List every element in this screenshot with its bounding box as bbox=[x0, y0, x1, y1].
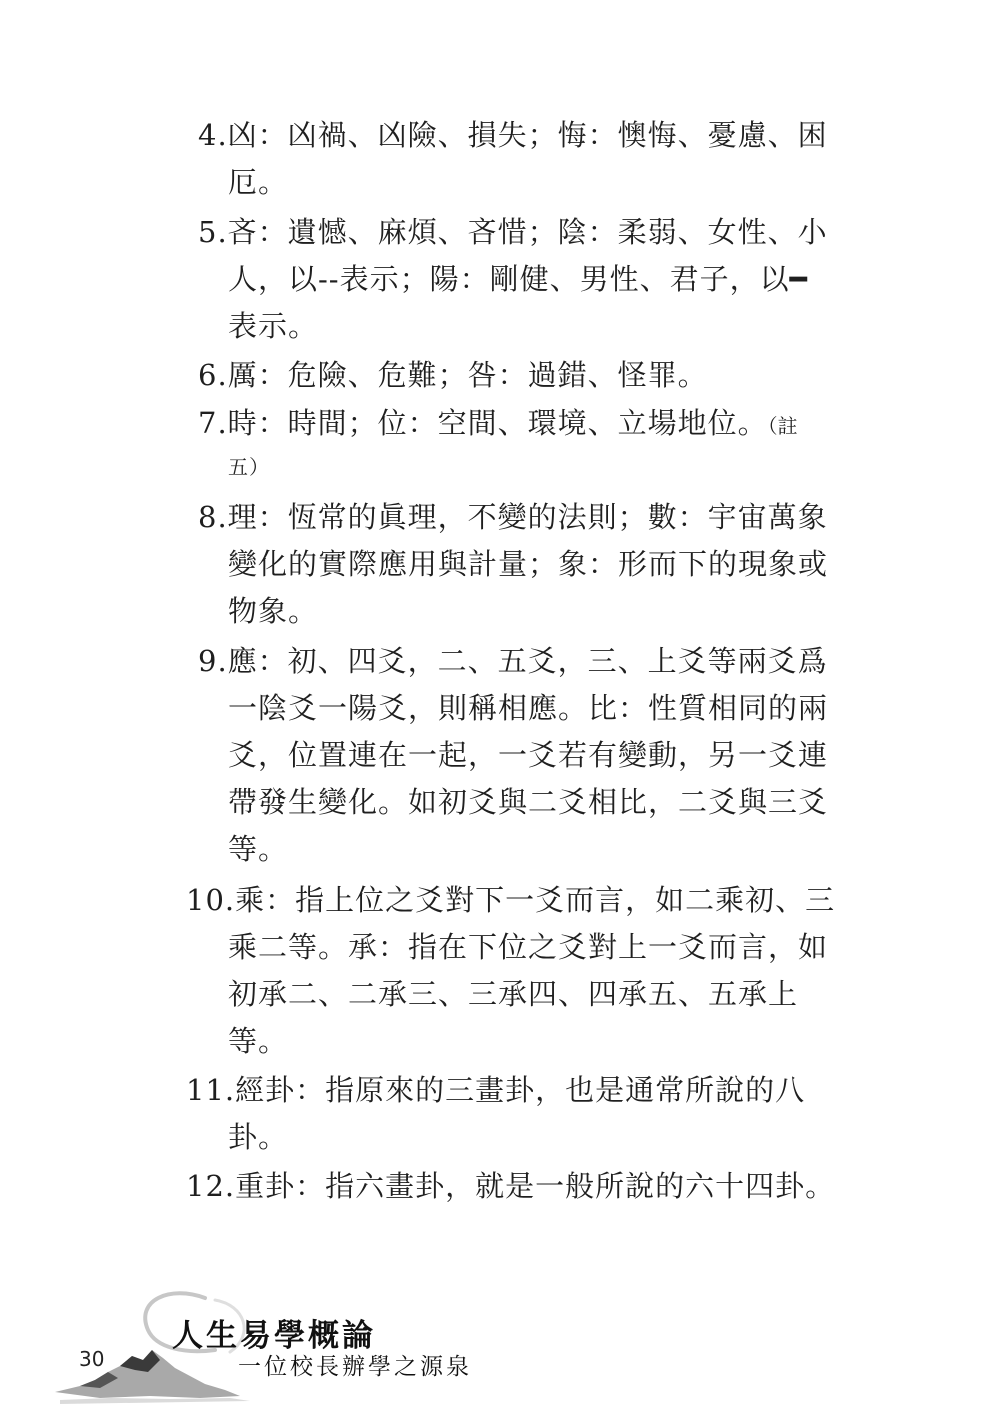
definition-item-4 bbox=[198, 112, 830, 206]
text-line: 10.乘：指上位之爻對下一爻而言，如二乘初、三 bbox=[186, 883, 836, 917]
text-line: 表示。 bbox=[228, 309, 319, 343]
text-line: 初承二、二承三、三承四、四承五、五承上 bbox=[228, 977, 799, 1011]
text-line: 4.凶：凶禍、凶險、損失；悔：懊悔、憂慮、困 bbox=[198, 118, 828, 152]
text-line: 物象。 bbox=[228, 594, 319, 628]
definition-item-8 bbox=[198, 494, 830, 635]
footnote-marker-continued: 五） bbox=[228, 455, 270, 479]
book-subtitle: 一位校長辦學之源泉 bbox=[238, 1354, 472, 1380]
text-line: 12.重卦：指六畫卦，就是一般所說的六十四卦。 bbox=[186, 1169, 836, 1203]
text-line: 變化的實際應用與計量；象：形而下的現象或 bbox=[228, 547, 829, 581]
text-line: 厄。 bbox=[228, 165, 289, 199]
page-footer bbox=[0, 1280, 500, 1419]
text-line: 等。 bbox=[228, 1024, 289, 1058]
text-line: 11.經卦：指原來的三畫卦，也是通常所說的八 bbox=[186, 1073, 806, 1107]
book-title: 人生易學概論 bbox=[172, 1318, 376, 1354]
definition-item-6 bbox=[198, 352, 830, 399]
definition-item-12 bbox=[186, 1163, 836, 1210]
definition-item-7 bbox=[198, 400, 830, 487]
text-line: 6.厲：危險、危難；咎：過錯、怪罪。 bbox=[198, 358, 708, 392]
definition-item-11 bbox=[186, 1067, 818, 1161]
text-line: 9.應：初、四爻，二、五爻，三、上爻等兩爻爲 bbox=[198, 644, 828, 678]
page-number: 30 bbox=[79, 1347, 105, 1371]
text-line: 乘二等。承：指在下位之爻對上一爻而言，如 bbox=[228, 930, 829, 964]
text-line: 5.吝：遺憾、麻煩、吝惜；陰：柔弱、女性、小 bbox=[198, 215, 828, 249]
definition-item-5 bbox=[198, 209, 830, 350]
text-line: 8.理：恆常的眞理，不變的法則；數：宇宙萬象 bbox=[198, 500, 828, 534]
text-main: 7.時：時間；位：空間、環境、立場地位。 bbox=[198, 406, 768, 440]
text-line bbox=[198, 400, 830, 447]
text-line: 人，以--表示；陽：剛健、男性、君子，以━ bbox=[228, 262, 809, 296]
text-line: 等。 bbox=[228, 832, 289, 866]
text-line: 帶發生變化。如初爻與二爻相比，二爻與三爻 bbox=[228, 785, 829, 819]
footnote-marker: （註 bbox=[767, 414, 798, 438]
definition-item-9 bbox=[198, 638, 830, 873]
text-line: 一陰爻一陽爻，則稱相應。比：性質相同的兩 bbox=[228, 691, 829, 725]
text-line: 卦。 bbox=[228, 1120, 289, 1154]
definition-item-10 bbox=[186, 877, 836, 1065]
text-line: 爻，位置連在一起，一爻若有變動，另一爻連 bbox=[228, 738, 829, 772]
